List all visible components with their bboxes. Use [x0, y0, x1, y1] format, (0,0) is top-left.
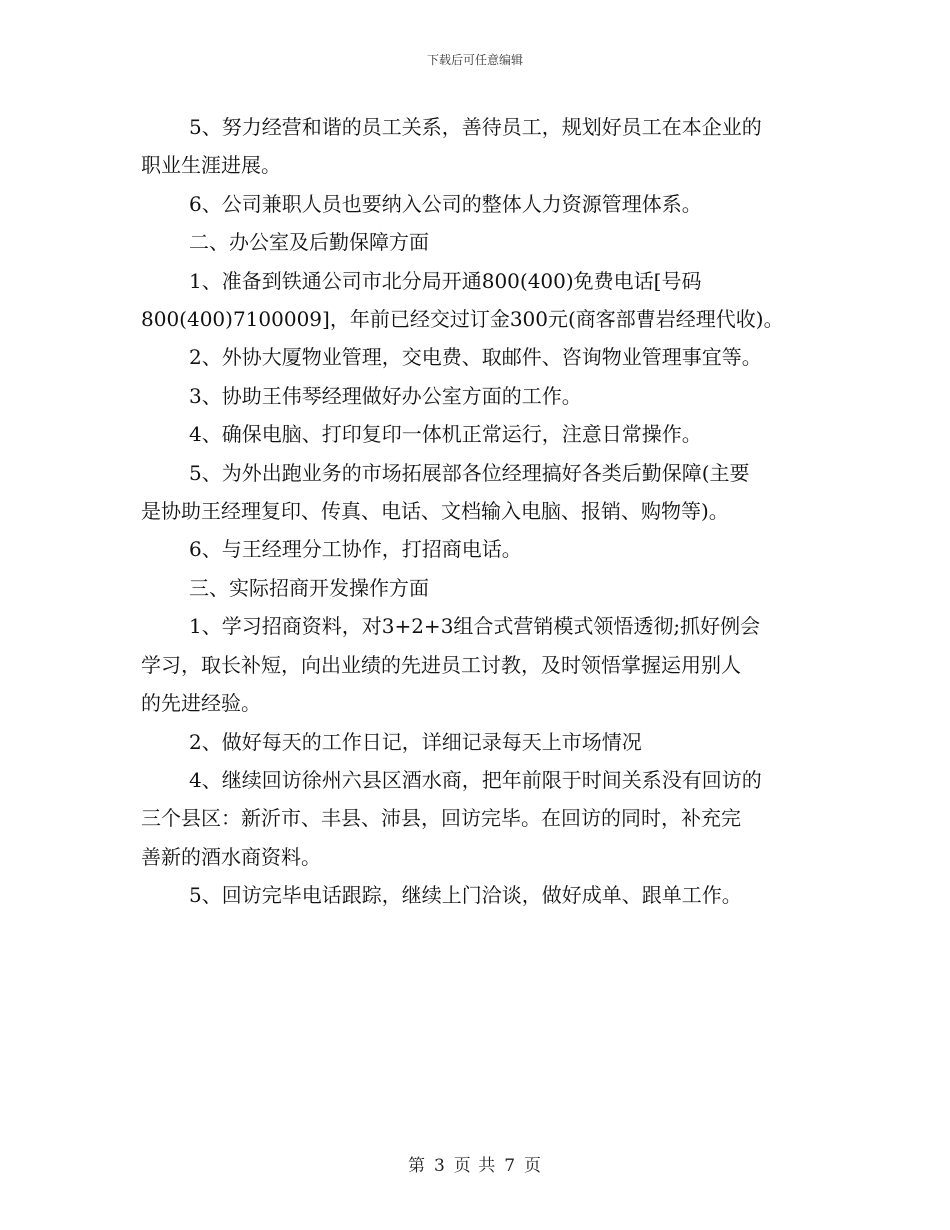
document-body	[141, 108, 813, 915]
paragraph	[141, 530, 813, 568]
paragraph-line: 3、协助王伟琴经理做好办公室方面的工作。	[189, 383, 582, 408]
footer-page-number: 3	[433, 1156, 446, 1176]
section-heading	[141, 223, 813, 261]
paragraph-line: 1、学习招商资料，对3+2+3组合式营销模式领悟透彻;抓好例会	[189, 614, 761, 639]
section-heading	[141, 569, 813, 607]
paragraph-line: 的先进经验。	[141, 691, 261, 716]
paragraph-line: 三个县区：新沂市、丰县、沛县，回访完毕。在回访的同时，补充完	[141, 806, 741, 831]
paragraph-line: 是协助王经理复印、传真、电话、文档输入电脑、报销、购物等)。	[141, 499, 729, 524]
paragraph	[141, 108, 813, 185]
paragraph-line: 职业生涯进展。	[141, 153, 281, 178]
paragraph-line: 2、外协大厦物业管理，交电费、取邮件、咨询物业管理事宜等。	[189, 345, 762, 370]
paragraph-line: 2、做好每天的工作日记，详细记录每天上市场情况	[189, 729, 642, 754]
paragraph	[141, 262, 813, 339]
paragraph-line: 善新的酒水商资料。	[141, 844, 321, 869]
paragraph	[141, 185, 813, 223]
section-heading-text: 二、办公室及后勤保障方面	[189, 230, 429, 255]
paragraph	[141, 723, 813, 761]
paragraph-line: 4、确保电脑、打印复印一体机正常运行，注意日常操作。	[189, 422, 702, 447]
paragraph	[141, 338, 813, 376]
page-footer	[0, 1155, 950, 1177]
footer-total-pages: 7	[504, 1156, 517, 1176]
paragraph-line: 6、与王经理分工协作，打招商电话。	[189, 537, 522, 562]
paragraph	[141, 607, 813, 722]
paragraph-line: 学习，取长补短，向出业绩的先进员工讨教，及时领悟掌握运用别人	[141, 652, 741, 677]
paragraph-line: 4、继续回访徐州六县区酒水商，把年前限于时间关系没有回访的	[189, 767, 762, 792]
paragraph-line: 5、为外出跑业务的市场拓展部各位经理搞好各类后勤保障(主要	[189, 460, 750, 485]
paragraph	[141, 454, 813, 531]
footer-suffix: 页	[524, 1156, 543, 1176]
paragraph-line: 6、公司兼职人员也要纳入公司的整体人力资源管理体系。	[189, 191, 702, 216]
page-header: 下载后可任意编辑	[426, 53, 523, 67]
paragraph-line: 5、回访完毕电话跟踪，继续上门洽谈，做好成单、跟单工作。	[189, 883, 742, 908]
paragraph-line: 1、准备到铁通公司市北分局开通800(400)免费电话[号码	[189, 268, 702, 293]
paragraph	[141, 377, 813, 415]
paragraph-line: 5、努力经营和谐的员工关系，善待员工，规划好员工在本企业的	[189, 115, 762, 139]
footer-middle: 页 共	[453, 1156, 497, 1176]
paragraph	[141, 876, 813, 914]
section-heading-text: 三、实际招商开发操作方面	[189, 575, 429, 600]
paragraph	[141, 415, 813, 453]
paragraph	[141, 761, 813, 876]
paragraph-line: 800(400)7100009]，年前已经交过订金300元(商客部曹岩经理代收)。	[141, 307, 784, 332]
footer-prefix: 第	[407, 1156, 426, 1176]
